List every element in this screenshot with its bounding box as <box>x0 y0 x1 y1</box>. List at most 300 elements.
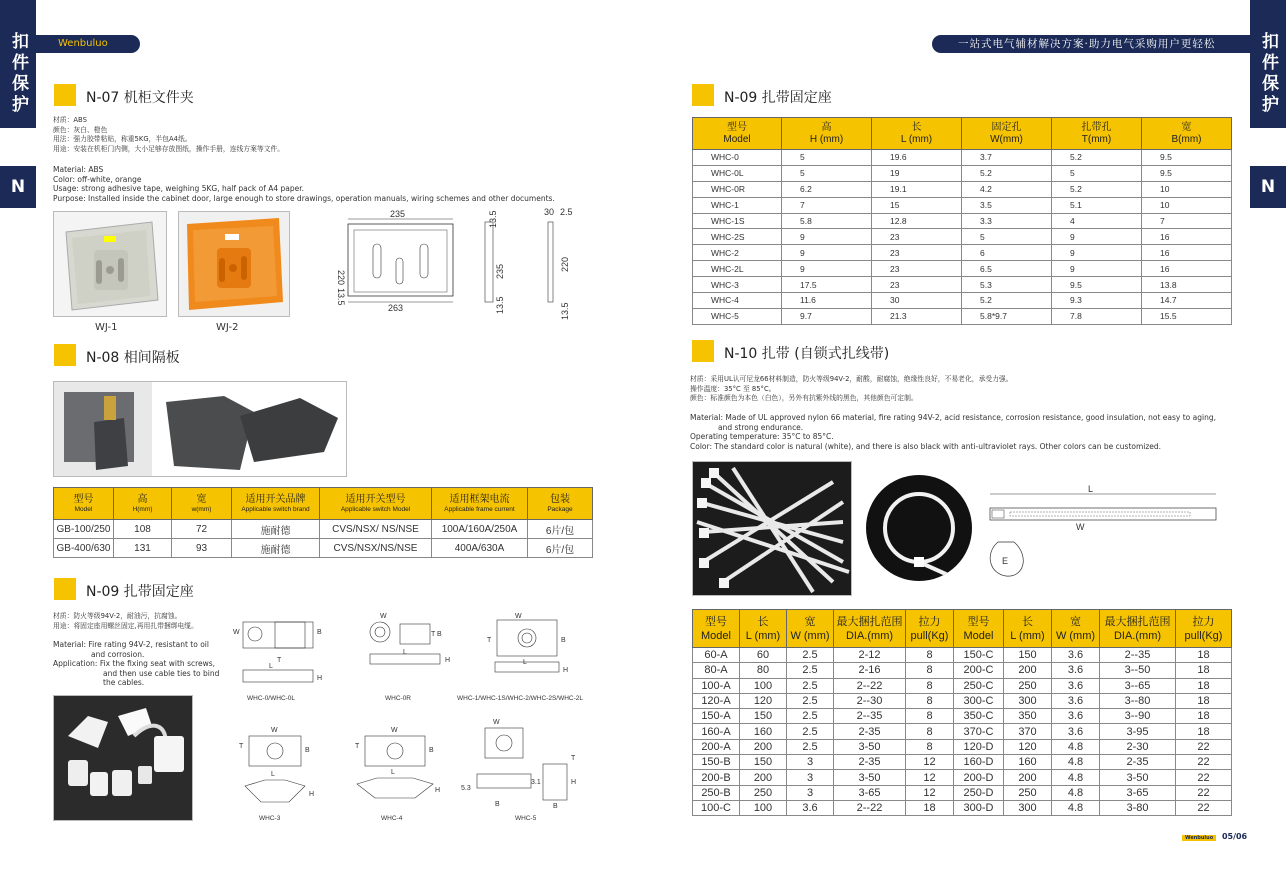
table-cell: 9 <box>1052 261 1142 277</box>
table-cell: 9.5 <box>1142 150 1232 166</box>
table-row <box>693 245 1232 261</box>
svg-text:B: B <box>495 801 500 808</box>
table-cell: 370-C <box>954 724 1004 739</box>
svg-text:W: W <box>493 719 500 726</box>
table-cell: 7 <box>1142 213 1232 229</box>
table-cell: 3.6 <box>1052 648 1100 663</box>
svg-text:235: 235 <box>495 263 505 279</box>
table-cell: 4.8 <box>1052 739 1100 754</box>
table-cell: 3.5 <box>962 197 1052 213</box>
table-cell: WHC-1 <box>693 197 782 213</box>
n08-col-0: 型号 Model <box>54 488 114 520</box>
table-cell: 150-A <box>693 709 740 724</box>
table-cell: 3-95 <box>1100 724 1176 739</box>
n09a-desc-en: Material: Fire rating 94V-2, resistant to oil and corrosion. Application: Fix the fixing seat with screws, and then use cable ties to bind the cables. <box>53 640 220 687</box>
n10-tie-drawing <box>984 484 1229 579</box>
whc-drawings <box>225 610 605 825</box>
svg-text:H: H <box>445 657 451 664</box>
n10-col-9: 拉力 pull(Kg) <box>1176 610 1232 648</box>
table-cell: 2.5 <box>787 724 834 739</box>
table-cell: 12 <box>906 785 954 800</box>
table-cell: 18 <box>1176 709 1232 724</box>
table-cell: 8 <box>906 663 954 678</box>
table-cell: 100 <box>740 800 787 815</box>
table-cell: 200 <box>1004 770 1052 785</box>
svg-text:H: H <box>309 791 315 798</box>
table-cell: 4.8 <box>1052 785 1100 800</box>
table-cell: 2--35 <box>1100 648 1176 663</box>
svg-text:13.5: 13.5 <box>336 288 346 306</box>
table-cell: 2.5 <box>787 709 834 724</box>
table-cell: 3.7 <box>962 150 1052 166</box>
table-cell: 250-C <box>954 678 1004 693</box>
table-cell: 150 <box>740 709 787 724</box>
side-label-left <box>0 0 36 128</box>
table-cell: 2.5 <box>787 663 834 678</box>
svg-text:W: W <box>233 629 240 636</box>
table-row <box>693 800 1232 815</box>
table-cell: 80 <box>740 663 787 678</box>
table-cell: 3 <box>787 770 834 785</box>
table-cell: 5 <box>962 229 1052 245</box>
table-cell: 3-50 <box>834 739 906 754</box>
table-cell: 4.2 <box>962 181 1052 197</box>
svg-text:WHC-0R: WHC-0R <box>385 695 411 702</box>
svg-text:T: T <box>431 631 436 638</box>
table-cell: 18 <box>1176 693 1232 708</box>
table-cell: 30 <box>872 293 962 309</box>
brand-text: Wenbuluo <box>58 38 108 49</box>
table-row <box>693 181 1232 197</box>
table-cell: 5.2 <box>1052 181 1142 197</box>
table-cell: WHC-2 <box>693 245 782 261</box>
table-cell: 200-B <box>693 770 740 785</box>
table-cell: WHC-2L <box>693 261 782 277</box>
section-marker <box>692 84 714 106</box>
table-cell: 6.2 <box>782 181 872 197</box>
table-cell: 4.8 <box>1052 755 1100 770</box>
n10-col-3: 最大捆扎范围 DIA.(mm) <box>834 610 906 648</box>
svg-text:W: W <box>271 727 278 734</box>
slogan-pill <box>932 35 1250 53</box>
n08-title: N-08 相间隔板 <box>86 350 180 366</box>
table-cell: 9 <box>782 245 872 261</box>
svg-text:T: T <box>355 743 360 750</box>
svg-text:3.1: 3.1 <box>531 779 541 786</box>
table-cell: 18 <box>1176 663 1232 678</box>
table-cell: 3.6 <box>787 800 834 815</box>
footer <box>1182 832 1247 841</box>
svg-text:H: H <box>563 667 569 674</box>
table-row <box>693 770 1232 785</box>
table-cell: 6 <box>962 245 1052 261</box>
n10-col-1: 长 L (mm) <box>740 610 787 648</box>
table-cell: 21.3 <box>872 308 962 324</box>
svg-text:L: L <box>271 771 275 778</box>
section-marker <box>692 340 714 362</box>
svg-text:263: 263 <box>388 303 404 313</box>
table-cell: 2-35 <box>1100 755 1176 770</box>
table-cell: WHC-0L <box>693 165 782 181</box>
table-cell: 18 <box>1176 648 1232 663</box>
table-cell: 3.6 <box>1052 678 1100 693</box>
n08-col-6: 包装 Package <box>528 488 593 520</box>
n08-col-4: 适用开关型号 Applicable switch Model <box>320 488 432 520</box>
table-cell: 2.5 <box>787 693 834 708</box>
table-cell: 120-D <box>954 739 1004 754</box>
table-cell: WHC-1S <box>693 213 782 229</box>
table-cell: 2--22 <box>834 678 906 693</box>
n09a-title: N-09 扎带固定座 <box>86 584 194 600</box>
table-cell: 3--50 <box>1100 663 1176 678</box>
svg-text:W: W <box>391 727 398 734</box>
table-cell: 2-12 <box>834 648 906 663</box>
svg-text:W: W <box>380 613 387 620</box>
svg-text:W: W <box>515 613 522 620</box>
table-cell: 200-D <box>954 770 1004 785</box>
svg-text:H: H <box>317 675 323 682</box>
n09b-col-0: 型号 Model <box>693 118 782 150</box>
table-cell: 10 <box>1142 197 1232 213</box>
n09b-col-2: 长 L (mm) <box>872 118 962 150</box>
table-cell: 23 <box>872 261 962 277</box>
footer-brand: Wenbuluo <box>1182 835 1216 841</box>
n09b-col-3: 固定孔 W(mm) <box>962 118 1052 150</box>
table-row <box>693 150 1232 166</box>
table-row <box>693 293 1232 309</box>
brand-pill <box>36 35 140 53</box>
table-cell: 3.6 <box>1052 709 1100 724</box>
wj1-photo <box>53 211 167 317</box>
n10-col-5: 型号 Model <box>954 610 1004 648</box>
svg-text:H: H <box>571 779 577 786</box>
table-cell: WHC-2S <box>693 229 782 245</box>
table-row <box>693 261 1232 277</box>
table-cell: 2--22 <box>834 800 906 815</box>
n08-col-1: 高 H(mm) <box>114 488 172 520</box>
table-cell: 2.5 <box>787 739 834 754</box>
table-cell: 60-A <box>693 648 740 663</box>
table-row <box>693 308 1232 324</box>
n10-col-6: 长 L (mm) <box>1004 610 1052 648</box>
table-row <box>693 709 1232 724</box>
table-cell: 3--80 <box>1100 693 1176 708</box>
svg-text:13.5: 13.5 <box>560 302 570 320</box>
table-cell: 12.8 <box>872 213 962 229</box>
table-cell: 4 <box>1052 213 1142 229</box>
table-cell: 3.6 <box>1052 724 1100 739</box>
svg-text:T: T <box>487 637 492 644</box>
table-cell: 3-50 <box>1100 770 1176 785</box>
table-cell: 16 <box>1142 245 1232 261</box>
table-row <box>693 785 1232 800</box>
table-cell: 5 <box>782 165 872 181</box>
table-cell: 150 <box>740 755 787 770</box>
table-cell: 22 <box>1176 785 1232 800</box>
n09b-col-1: 高 H (mm) <box>782 118 872 150</box>
n10-desc-en: Material: Made of UL approved nylon 66 material, fire rating 94V-2, acid resistance, corrosion resistance, good insulation, not easy to aging, and strong endurance. Operating temperature: 35°C to 85°C. Color: The standard color is natural (white), and there is also black with anti-ultraviolet rays. Other colors can be customized. <box>690 413 1216 451</box>
table-cell: WHC-3 <box>693 277 782 293</box>
wj-dimension-drawing <box>328 204 578 322</box>
table-cell: 8 <box>906 739 954 754</box>
table-cell: 250 <box>1004 678 1052 693</box>
table-cell: 9.7 <box>782 308 872 324</box>
table-row <box>693 277 1232 293</box>
table-cell: 12 <box>906 755 954 770</box>
svg-text:B: B <box>317 629 322 636</box>
table-cell: 22 <box>1176 739 1232 754</box>
table-cell: 160-A <box>693 724 740 739</box>
table-cell: 5.2 <box>962 293 1052 309</box>
table-cell: 3--65 <box>1100 678 1176 693</box>
table-cell: 370 <box>1004 724 1052 739</box>
side-letter-left: N <box>0 166 36 208</box>
table-cell: 160-D <box>954 755 1004 770</box>
table-cell: 5 <box>782 150 872 166</box>
table-cell: 250 <box>740 785 787 800</box>
table-cell: 19.1 <box>872 181 962 197</box>
table-cell: 8 <box>906 693 954 708</box>
table-cell: 100 <box>740 678 787 693</box>
table-cell: 4.8 <box>1052 770 1100 785</box>
n08-col-2: 宽 w(mm) <box>172 488 232 520</box>
svg-text:235: 235 <box>390 209 406 219</box>
n08-col-3: 适用开关品牌 Applicable switch brand <box>232 488 320 520</box>
table-cell: 3-65 <box>834 785 906 800</box>
table-cell: 160 <box>740 724 787 739</box>
table-cell: 6.5 <box>962 261 1052 277</box>
table-cell: 150 <box>1004 648 1052 663</box>
table-cell: 2-30 <box>1100 739 1176 754</box>
table-cell: 160 <box>1004 755 1052 770</box>
n10-col-0: 型号 Model <box>693 610 740 648</box>
svg-text:B: B <box>561 637 566 644</box>
svg-text:L: L <box>523 659 527 666</box>
table-cell: 14.7 <box>1142 293 1232 309</box>
table-cell: 3 <box>787 755 834 770</box>
table-cell: 9.3 <box>1052 293 1142 309</box>
table-cell: 18 <box>906 800 954 815</box>
table-cell: 2.5 <box>787 648 834 663</box>
n09b-col-5: 宽 B(mm) <box>1142 118 1232 150</box>
svg-text:WHC-1/WHC-1S/WHC-2/WHC-2S/WHC-: WHC-1/WHC-1S/WHC-2/WHC-2S/WHC-2L <box>457 695 584 702</box>
n10-desc-cn: 材质：采用UL认可尼龙66材料制造，防火等级94V-2，耐酸，耐腐蚀，绝缘性良好，不易老化，承受力强。 操作温度：35°C 至 85°C。 颜色：标准颜色为本色（白色），另外有抗紫外线的黑色，其他颜色可定制。 <box>690 375 1013 402</box>
table-cell: 23 <box>872 229 962 245</box>
n08-col-5: 适用框架电流 Applicable frame current <box>432 488 528 520</box>
table-cell: 200 <box>1004 663 1052 678</box>
n08-photo <box>53 381 347 477</box>
table-cell: 11.6 <box>782 293 872 309</box>
table-row <box>693 165 1232 181</box>
section-marker <box>54 344 76 366</box>
table-row <box>693 663 1232 678</box>
n10-col-8: 最大捆扎范围 DIA.(mm) <box>1100 610 1176 648</box>
table-cell: 250-D <box>954 785 1004 800</box>
table-cell: 23 <box>872 277 962 293</box>
side-label-right: 扣件保护 <box>1250 0 1286 128</box>
table-cell: WHC-0R <box>693 181 782 197</box>
slogan-text: 一站式电气辅材解决方案·助力电气采购用户更轻松 <box>958 38 1216 50</box>
svg-text:B: B <box>437 631 442 638</box>
table-cell: 5.2 <box>1052 150 1142 166</box>
svg-text:2.5: 2.5 <box>560 207 573 217</box>
table-cell: 10 <box>1142 181 1232 197</box>
svg-text:WHC-0/WHC-0L: WHC-0/WHC-0L <box>247 695 296 702</box>
table-cell: 9.5 <box>1142 165 1232 181</box>
svg-text:L: L <box>391 769 395 776</box>
table-cell: 250 <box>1004 785 1052 800</box>
svg-text:220: 220 <box>336 270 346 286</box>
table-cell: 15 <box>872 197 962 213</box>
table-cell: 16 <box>1142 229 1232 245</box>
table-cell: 350 <box>1004 709 1052 724</box>
table-cell: 9.5 <box>1052 277 1142 293</box>
section-marker <box>54 84 76 106</box>
svg-text:30: 30 <box>544 207 555 217</box>
side-letter-right: N <box>1250 166 1286 208</box>
table-cell: 300-C <box>954 693 1004 708</box>
svg-text:220: 220 <box>560 256 570 272</box>
table-cell: 3.6 <box>1052 663 1100 678</box>
table-cell: 150-C <box>954 648 1004 663</box>
svg-text:T: T <box>239 743 244 750</box>
table-cell: 200 <box>740 739 787 754</box>
n08-table <box>53 487 593 558</box>
table-cell: 9 <box>782 261 872 277</box>
table-cell: WHC-5 <box>693 308 782 324</box>
n10-title: N-10 扎带 (自锁式扎线带) <box>724 346 890 362</box>
table-cell: 250-B <box>693 785 740 800</box>
n10-table <box>692 609 1232 816</box>
table-cell: 15.5 <box>1142 308 1232 324</box>
n09b-col-4: 扎带孔 T(mm) <box>1052 118 1142 150</box>
table-cell: 2-16 <box>834 663 906 678</box>
n10-col-7: 宽 W (mm) <box>1052 610 1100 648</box>
n09a-photo <box>53 695 193 821</box>
section-marker <box>54 578 76 600</box>
svg-text:B: B <box>429 747 434 754</box>
svg-text:W: W <box>1076 522 1085 532</box>
table-row <box>693 755 1232 770</box>
svg-text:B: B <box>305 747 310 754</box>
n07-desc-cn: 材质：ABS 颜色：灰白、橙色 用法：强力胶带粘贴，称重5KG，半包A4纸。 用途：安装在机柜门内侧，大小足够存放图纸，操作手册，连线方案等文件。 <box>53 116 285 153</box>
table-cell: 8 <box>906 724 954 739</box>
svg-text:WHC-5: WHC-5 <box>515 815 537 822</box>
table-cell: 3.3 <box>962 213 1052 229</box>
wj2-caption: WJ-2 <box>216 322 239 333</box>
table-cell: 5.2 <box>962 165 1052 181</box>
table-cell: 22 <box>1176 800 1232 815</box>
table-cell: 100-A <box>693 678 740 693</box>
svg-text:13.5: 13.5 <box>495 296 505 314</box>
n10-col-2: 宽 W (mm) <box>787 610 834 648</box>
table-cell: 23 <box>872 245 962 261</box>
table-row <box>693 739 1232 754</box>
table-cell: 120-A <box>693 693 740 708</box>
n09a-desc-cn: 材质：防火等级94V-2，耐油污，抗腐蚀。 用途：将固定座用螺丝固定,再用扎带捆绑电缆。 <box>53 612 198 630</box>
table-row: GB-400/630 131 93 施耐德 CVS/NSX/NS/NSE 400A/630A 6片/包 <box>54 539 593 558</box>
table-cell: 200-C <box>954 663 1004 678</box>
table-cell: 120 <box>740 693 787 708</box>
table-cell: 9 <box>1052 229 1142 245</box>
n07-desc-en: Material: ABS Color: off-white, orange Usage: strong adhesive tape, weighing 5KG, half pack of A4 paper. Purpose: Installed inside the cabinet door, large enough to store drawings, operation manuals, wiring schemes and other documents. <box>53 165 555 203</box>
table-cell: 350-C <box>954 709 1004 724</box>
table-cell: 22 <box>1176 755 1232 770</box>
table-cell: 18 <box>1176 724 1232 739</box>
svg-text:B: B <box>553 803 558 810</box>
svg-text:L: L <box>269 663 273 670</box>
table-cell: 100-C <box>693 800 740 815</box>
n09b-table <box>692 117 1232 325</box>
table-cell: 7.8 <box>1052 308 1142 324</box>
table-cell: 5 <box>1052 165 1142 181</box>
table-cell: 2.5 <box>787 678 834 693</box>
table-row <box>693 724 1232 739</box>
svg-text:WHC-4: WHC-4 <box>381 815 403 822</box>
table-cell: 5.1 <box>1052 197 1142 213</box>
table-cell: 3.6 <box>1052 693 1100 708</box>
side-label-text: 扣件保护 <box>8 32 28 116</box>
page-number: 05/06 <box>1221 832 1248 841</box>
table-cell: 200-A <box>693 739 740 754</box>
table-row <box>693 678 1232 693</box>
table-cell: 9 <box>782 229 872 245</box>
table-cell: 3 <box>787 785 834 800</box>
svg-text:L: L <box>403 649 407 656</box>
svg-text:L: L <box>1088 484 1094 494</box>
table-row <box>693 648 1232 663</box>
table-cell: 22 <box>1176 770 1232 785</box>
table-cell: 300 <box>1004 800 1052 815</box>
svg-text:H: H <box>435 787 441 794</box>
table-cell: 3-80 <box>1100 800 1176 815</box>
table-cell: 300 <box>1004 693 1052 708</box>
table-cell: 150-B <box>693 755 740 770</box>
table-cell: 2-35 <box>834 755 906 770</box>
table-row <box>693 213 1232 229</box>
svg-text:5.3: 5.3 <box>461 785 471 792</box>
table-row <box>693 197 1232 213</box>
table-cell: 2--35 <box>834 709 906 724</box>
table-cell: 18 <box>1176 678 1232 693</box>
table-cell: 8 <box>906 648 954 663</box>
table-cell: 2-35 <box>834 724 906 739</box>
svg-text:13.5: 13.5 <box>488 210 498 228</box>
table-cell: 17.5 <box>782 277 872 293</box>
table-cell: WHC-0 <box>693 150 782 166</box>
table-cell: 12 <box>906 770 954 785</box>
table-cell: 200 <box>740 770 787 785</box>
n07-title: N-07 机柜文件夹 <box>86 90 194 106</box>
svg-text:WHC-3: WHC-3 <box>259 815 281 822</box>
table-cell: 8 <box>906 709 954 724</box>
n10-col-4: 拉力 pull(Kg) <box>906 610 954 648</box>
table-row <box>693 229 1232 245</box>
svg-text:E: E <box>1002 556 1009 566</box>
table-cell: 3--90 <box>1100 709 1176 724</box>
n10-photo-loop <box>866 475 972 581</box>
svg-text:T: T <box>571 755 576 762</box>
n10-photo-bundle <box>692 461 852 596</box>
table-cell: 60 <box>740 648 787 663</box>
table-row: GB-100/250 108 72 施耐德 CVS/NSX/ NS/NSE 100A/160A/250A 6片/包 <box>54 520 593 539</box>
table-cell: 9 <box>1052 245 1142 261</box>
table-cell: 13.8 <box>1142 277 1232 293</box>
table-cell: 5.3 <box>962 277 1052 293</box>
wj1-caption: WJ-1 <box>95 322 118 333</box>
wj2-photo <box>178 211 290 317</box>
table-cell: 80-A <box>693 663 740 678</box>
